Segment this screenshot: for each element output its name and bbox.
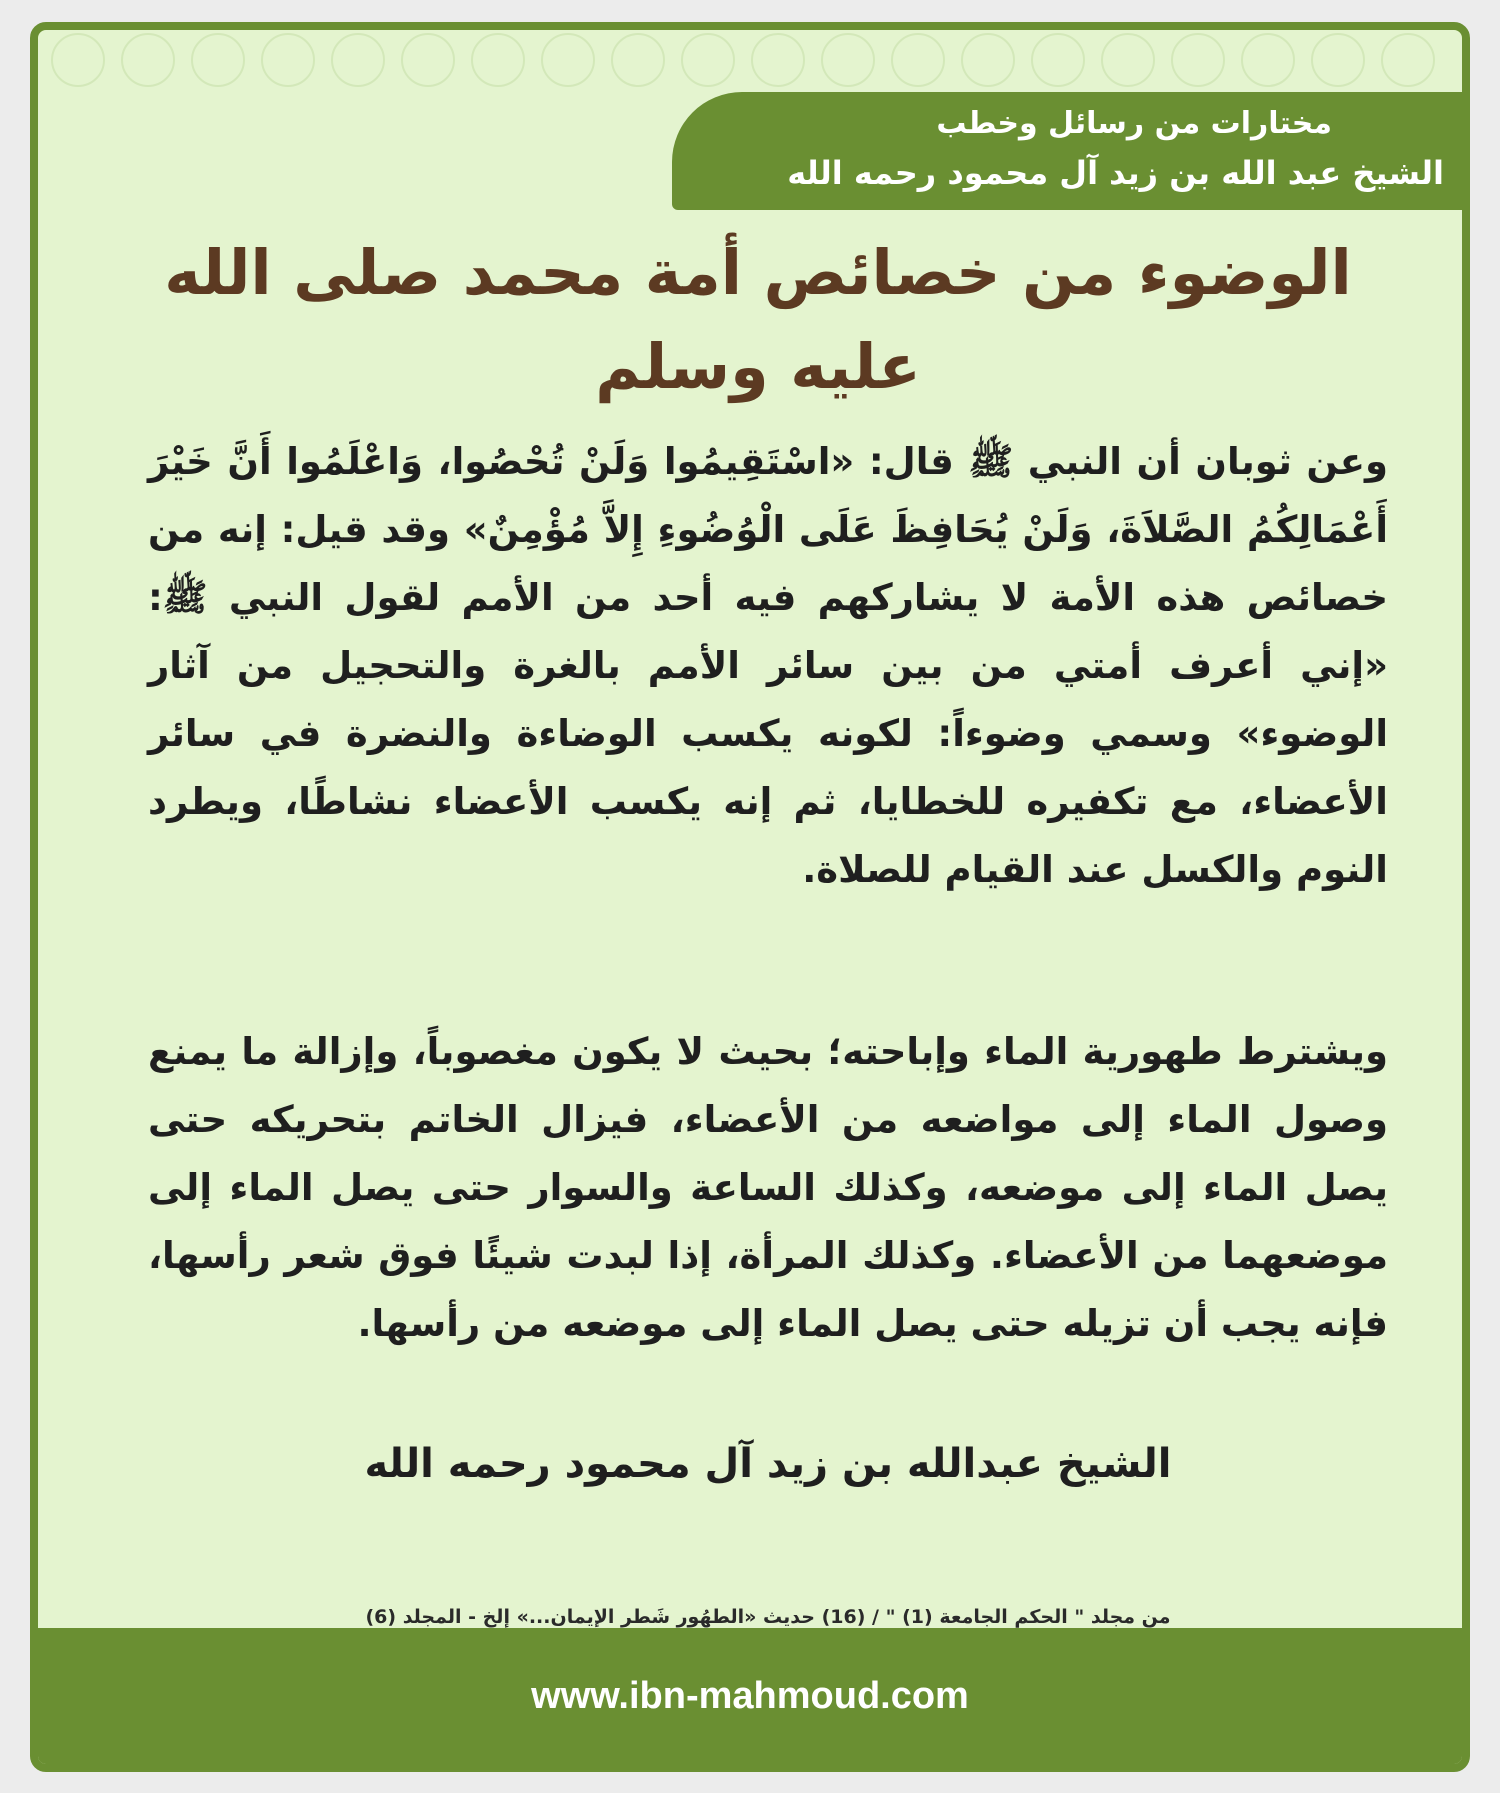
card — [30, 22, 1470, 1772]
page-title: الوضوء من خصائص أمة محمد صلى الله عليه وسلم — [164, 236, 1352, 403]
header-band — [672, 92, 1462, 210]
body-paragraph-1: وعن ثوبان أن النبي ﷺ قال: «اسْتَقِيمُوا وَلَنْ تُحْصُوا، وَاعْلَمُوا أَنَّ خَيْرَ أَعْمَالِكُمُ الصَّلاَةَ، وَلَنْ يُحَافِظَ عَلَى الْوُضُوءِ إِلاَّ مُؤْمِنٌ» وقد قيل: إنه من خصائص هذه الأمة لا يشاركهم فيه أحد من الأمم لقول النبي ﷺ: «إني أعرف أمتي من بين سائر الأمم بالغرة والتحجيل من آثار الوضوء» وسمي وضوءاً: لكونه يكسب الوضاءة والنضرة في سائر الأعضاء، مع تكفيره للخطايا، ثم إنه يكسب الأعضاء نشاطًا، ويطرد النوم والكسل عند القيام للصلاة. — [148, 440, 1388, 891]
body-paragraph-2: ويشترط طهورية الماء وإباحته؛ بحيث لا يكون مغصوباً، وإزالة ما يمنع وصول الماء إلى مواضعه من الأعضاء، فيزال الخاتم بتحريكه حتى يصل الماء إلى موضعه، وكذلك الساعة والسوار حتى يصل الماء إلى موضعهما من الأعضاء. وكذلك المرأة، إذا لبدت شيئًا فوق شعر رأسها، فإنه يجب أن تزيله حتى يصل الماء إلى موضعه من رأسها. — [148, 1030, 1388, 1345]
source-citation: من مجلد " الحكم الجامعة (1) " / (16) حديث «الطهُور شَطر الإيمان...» إلخ - المجلد (6) — [365, 1606, 1171, 1628]
header-series-title: مختارات من رسائل وخطب — [936, 106, 1332, 141]
header-author: الشيخ عبد الله بن زيد آل محمود رحمه الله — [787, 154, 1444, 192]
website-link[interactable]: www.ibn-mahmoud.com — [531, 1675, 969, 1717]
footer-bar — [38, 1628, 1462, 1764]
signature: الشيخ عبدالله بن زيد آل محمود رحمه الله — [364, 1441, 1172, 1487]
